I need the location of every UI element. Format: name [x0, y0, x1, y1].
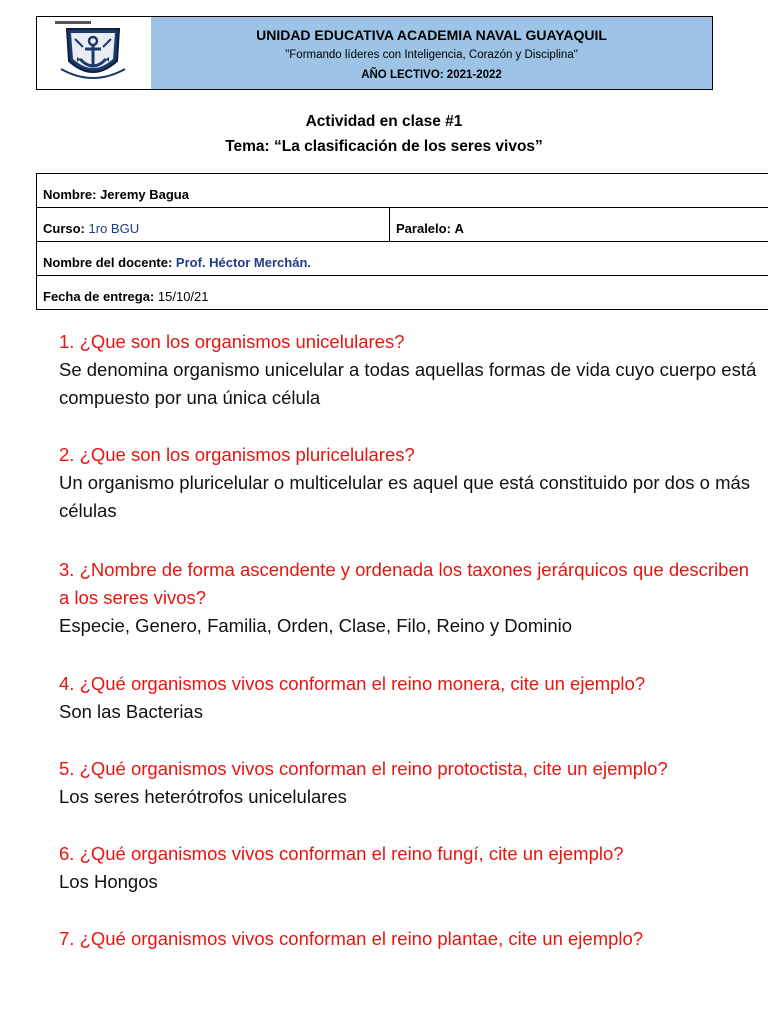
answer-2: Un organismo pluricelular o multicelular es aquel que está constituido por dos o más células: [59, 472, 751, 521]
question-2: 2. ¿Que son los organismos pluricelulares?: [59, 444, 415, 465]
header-band: [151, 17, 712, 89]
name-label: Nombre:: [43, 187, 97, 202]
course-cell: [37, 208, 390, 242]
info-row-name: [37, 174, 768, 208]
info-row-teacher: [37, 242, 768, 276]
school-motto: "Formando líderes con Inteligencia, Corazón y Disciplina": [285, 49, 578, 61]
question-block-2: [59, 441, 759, 525]
naval-anchor-crest-icon: [53, 21, 133, 85]
parallel-label: Paralelo:: [396, 221, 451, 236]
date-label: Fecha de entrega:: [43, 289, 155, 304]
name-cell: [37, 174, 768, 208]
parallel-value: A: [454, 221, 464, 236]
question-5: 5. ¿Qué organismos vivos conforman el reino protoctista, cite un ejemplo?: [59, 758, 668, 779]
name-value: Jeremy Bagua: [100, 187, 189, 202]
teacher-label: Nombre del docente:: [43, 255, 173, 270]
question-7: 7. ¿Qué organismos vivos conforman el reino plantae, cite un ejemplo?: [59, 928, 644, 949]
logo: [37, 17, 151, 89]
course-label: Curso:: [43, 221, 85, 236]
answer-6: Los Hongos: [59, 871, 158, 892]
activity-title: Actividad en clase #1: [305, 113, 463, 130]
school-name: UNIDAD EDUCATIVA ACADEMIA NAVAL GUAYAQUIL: [256, 27, 607, 43]
teacher-value: Prof. Héctor Merchán.: [175, 255, 312, 270]
question-block-4: [59, 670, 759, 726]
question-4: 4. ¿Qué organismos vivos conforman el reino monera, cite un ejemplo?: [59, 673, 646, 694]
school-year: AÑO LECTIVO: 2021-2022: [361, 69, 502, 81]
question-block-7: [59, 925, 759, 953]
info-row-date: [37, 276, 768, 310]
answer-3: Especie, Genero, Familia, Orden, Clase, Filo, Reino y Dominio: [59, 615, 573, 636]
question-6: 6. ¿Qué organismos vivos conforman el reino fungí, cite un ejemplo?: [59, 843, 624, 864]
question-block-3: [59, 556, 759, 640]
info-row-course: [37, 208, 768, 242]
answer-4: Son las Bacterias: [59, 701, 203, 722]
course-value: 1ro BGU: [88, 221, 140, 236]
answer-5: Los seres heterótrofos unicelulares: [59, 786, 347, 807]
activity-topic: Tema: “La clasificación de los seres vivos”: [225, 138, 543, 155]
question-block-6: [59, 840, 759, 896]
student-info-table: [36, 173, 768, 310]
answer-1: Se denomina organismo unicelular a todas aquellas formas de vida cuyo cuerpo está compuesto por una única célula: [59, 359, 757, 408]
date-cell: [37, 276, 768, 310]
document-header: [36, 16, 713, 90]
question-block-5: [59, 755, 759, 811]
question-1: 1. ¿Que son los organismos unicelulares?: [59, 331, 405, 352]
parallel-cell: [390, 208, 768, 242]
teacher-cell: [37, 242, 768, 276]
date-value: 15/10/21: [157, 289, 209, 304]
question-3: 3. ¿Nombre de forma ascendente y ordenada los taxones jerárquicos que describen a los seres vivos?: [59, 559, 750, 608]
question-block-1: [59, 328, 759, 412]
